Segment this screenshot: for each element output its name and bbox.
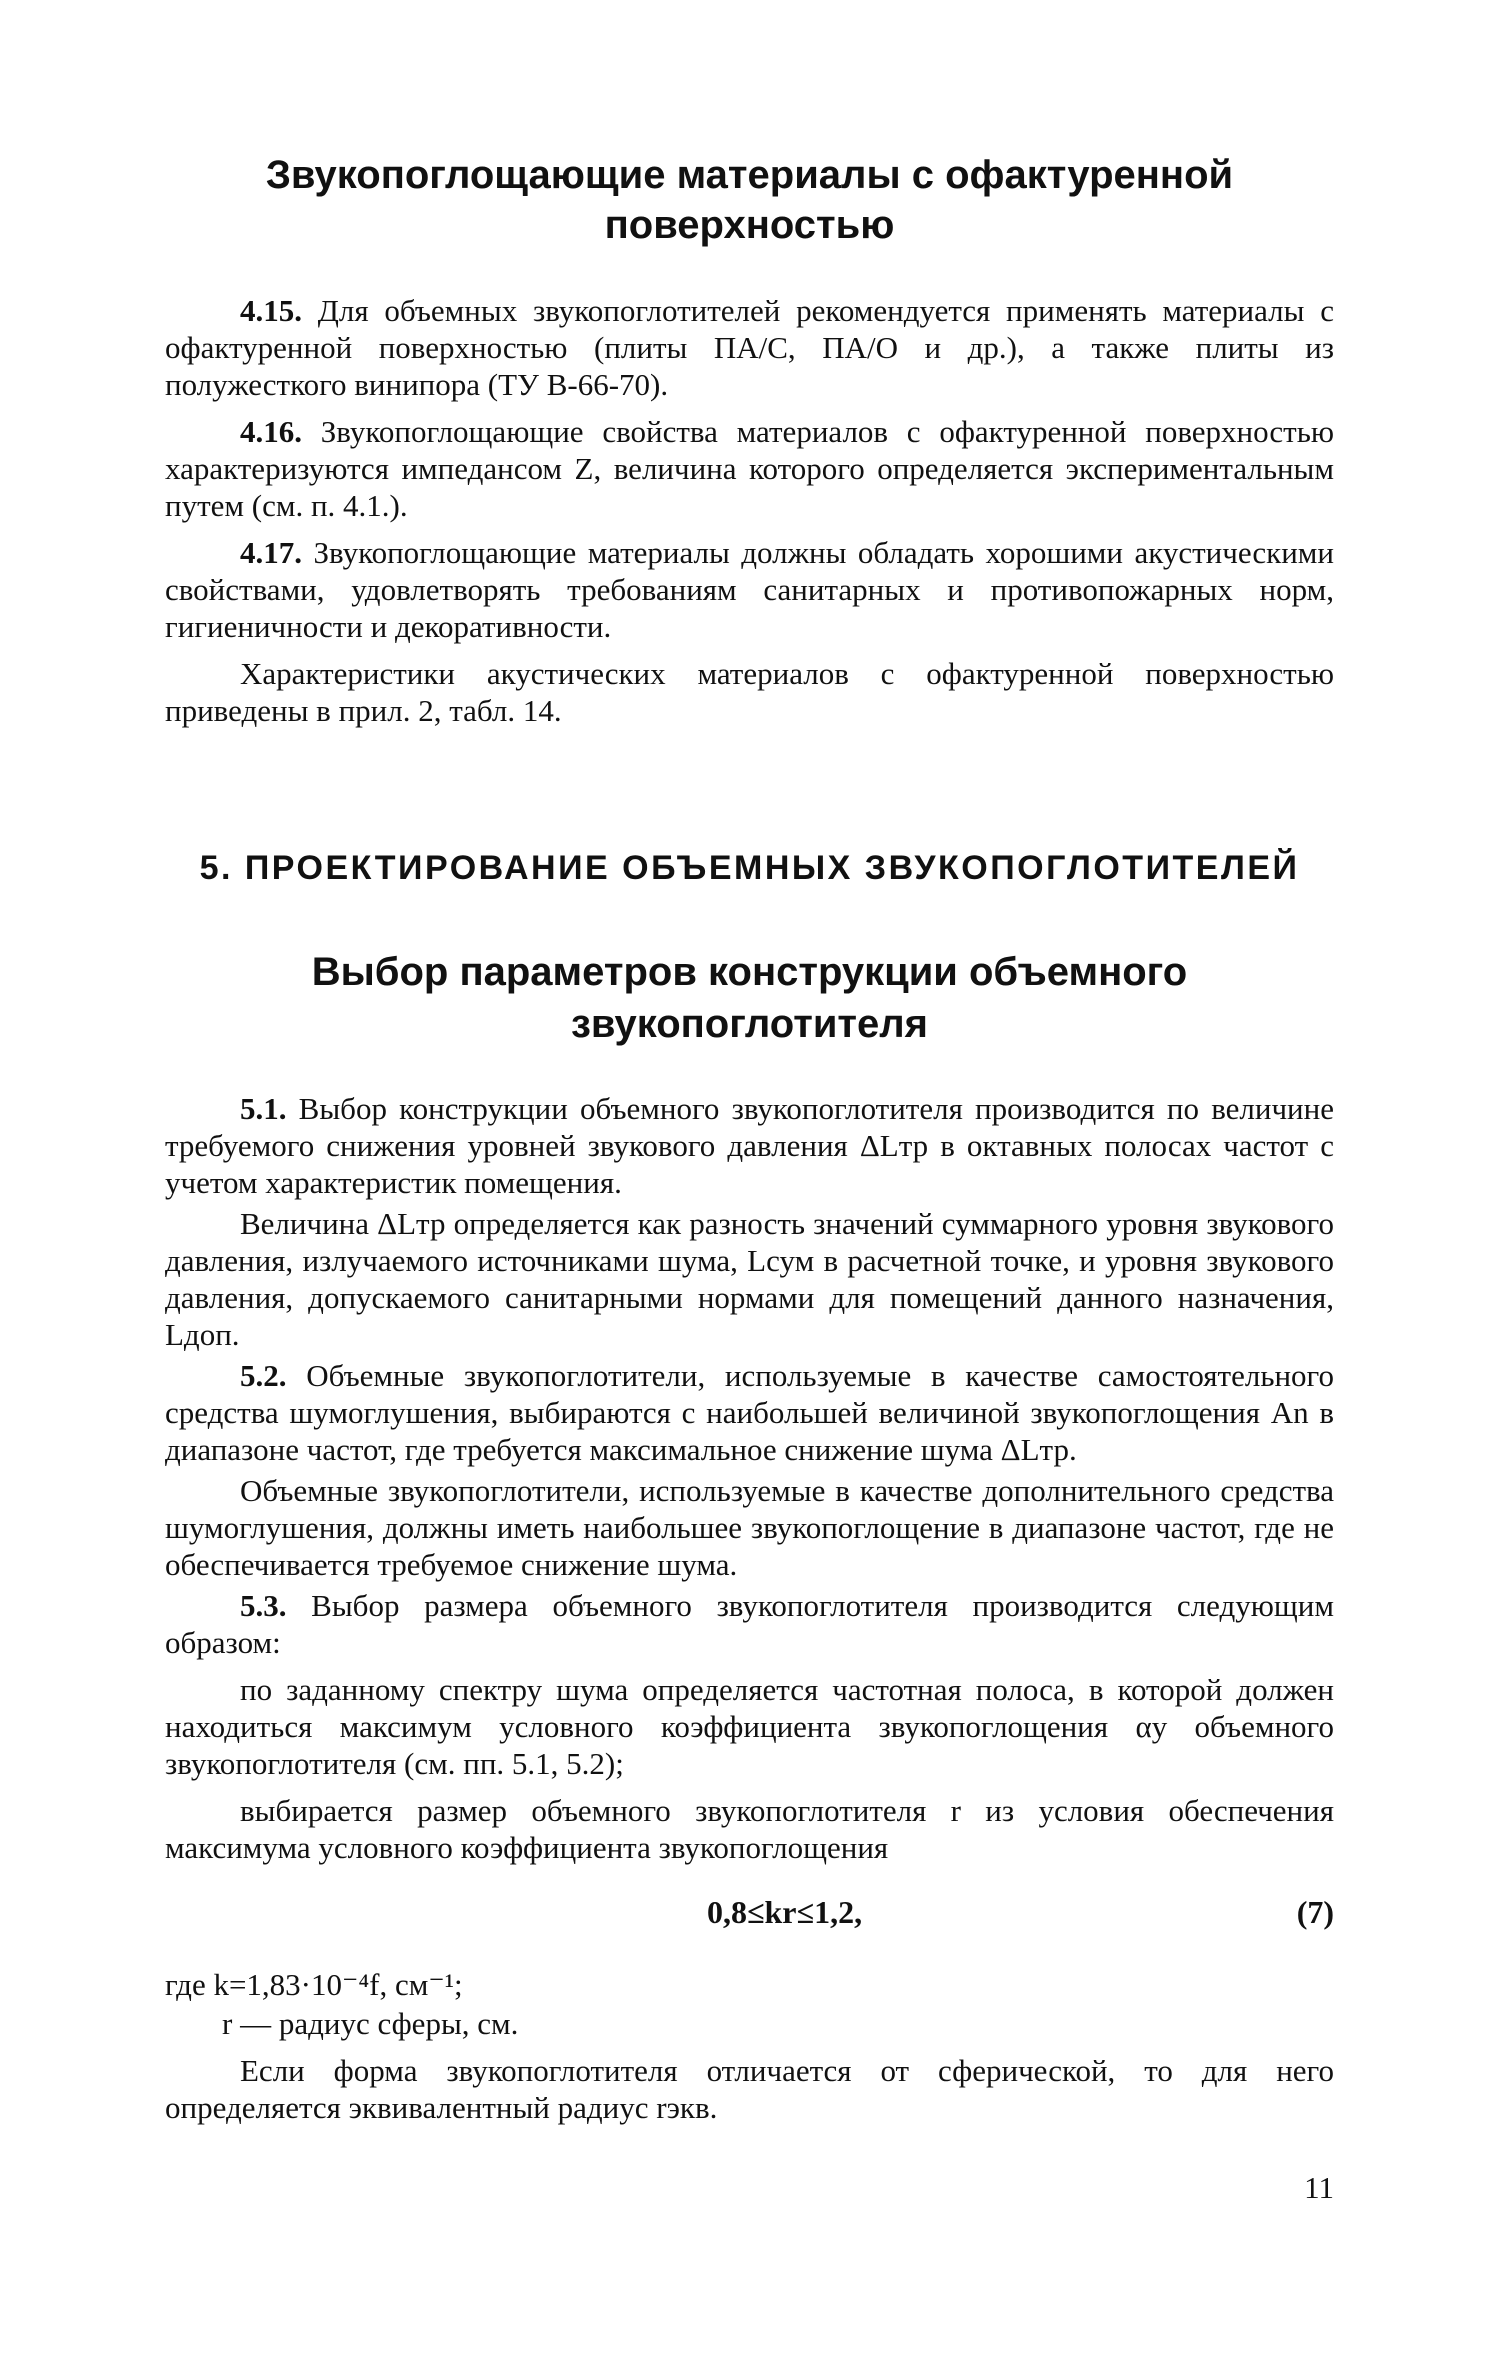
page-number: 11 bbox=[1304, 2170, 1334, 2205]
paragraph-5-1 bbox=[165, 1090, 1334, 1201]
paragraph-number: 5.3. bbox=[240, 1588, 287, 1623]
paragraph-text: Звукопоглощающие свойства материалов с офактуренной поверхностью характеризуются импедансом Z, величина которого определяется экспериментальным путем (см. п. 4.1.). bbox=[165, 414, 1335, 523]
where-line-r: r — радиус сферы, см. bbox=[222, 2006, 519, 2041]
paragraph-characteristics: Характеристики акустических материалов с офактуренной поверхностью приведены в прил. 2, табл. 14. bbox=[165, 656, 1334, 728]
paragraph-4-17 bbox=[165, 534, 1334, 645]
paragraph-4-15 bbox=[165, 292, 1334, 403]
chapter-title: 5. ПРОЕКТИРОВАНИЕ ОБЪЕМНЫХ ЗВУКОПОГЛОТИТЕЛЕЙ bbox=[199, 849, 1300, 887]
where-line-k: где k=1,83·10⁻⁴f, см⁻¹; bbox=[165, 1967, 463, 2002]
paragraph-text: Объемные звукопоглотители, используемые в качестве самостоятельного средства шумоглушения, выбираются с наибольшей величиной звукопоглощения Аn в диапазоне частот, где требуется максимальное снижение шума ΔLтр. bbox=[165, 1358, 1334, 1467]
paragraph-4-16 bbox=[165, 413, 1334, 524]
paragraph-text: Для объемных звукопоглотителей рекомендуется применять материалы с офактуренной поверхностью (плиты ПА/С, ПА/О и др.), а также плиты из полужесткого винипора (ТУ В-66-70). bbox=[165, 293, 1334, 402]
paragraph-number: 5.2. bbox=[240, 1358, 287, 1393]
sub-title: Выбор параметров конструкции объемного звукопоглотителя bbox=[311, 950, 1188, 1046]
formula: 0,8≤kr≤1,2, bbox=[706, 1894, 863, 1930]
formula-row bbox=[165, 1894, 1334, 1946]
paragraph-text: Выбор конструкции объемного звукопоглотителя производится по величине требуемого снижения уровней звукового давления ΔLтр в октавных полосах частот с учетом характеристик помещения. bbox=[165, 1091, 1334, 1200]
paragraph-size: выбирается размер объемного звукопоглотителя r из условия обеспечения максимума условного коэффициента звукопоглощения bbox=[165, 1793, 1334, 1865]
paragraph-5-3 bbox=[165, 1587, 1334, 1661]
paragraph-additional: Объемные звукопоглотители, используемые в качестве дополнительного средства шумоглушения, должны иметь наибольшее звукопоглощение в диапазоне частот, где не обеспечивается требуемое снижение шума. bbox=[165, 1473, 1334, 1582]
paragraph-text: Выбор размера объемного звукопоглотителя производится следующим образом: bbox=[165, 1588, 1335, 1660]
paragraph-number: 4.17. bbox=[240, 535, 302, 570]
paragraph-number: 4.15. bbox=[240, 293, 302, 328]
formula-number: (7) bbox=[1296, 1894, 1334, 1930]
section-title: Звукопоглощающие материалы с офактуренной поверхностью bbox=[265, 153, 1234, 247]
paragraph-delta-l: Величина ΔLтр определяется как разность значений суммарного уровня звукового давления, излучаемого источниками шума, Lсум в расчетной точке, и уровня звукового давления, допускаемого санитарными нормами для помещений данного назначения, Lдоп. bbox=[165, 1206, 1334, 1352]
paragraph-number: 4.16. bbox=[240, 414, 302, 449]
paragraph-5-2 bbox=[165, 1357, 1334, 1468]
paragraph-number: 5.1. bbox=[240, 1091, 287, 1126]
paragraph-equivalent-radius: Если форма звукопоглотителя отличается от сферической, то для него определяется эквивалентный радиус rэкв. bbox=[165, 2053, 1334, 2125]
paragraph-text: Звукопоглощающие материалы должны обладать хорошими акустическими свойствами, удовлетворять требованиям санитарных и противопожарных норм, гигиеничности и декоративности. bbox=[165, 535, 1334, 644]
paragraph-spectrum: по заданному спектру шума определяется частотная полоса, в которой должен находиться максимум условного коэффициента звукопоглощения αу объемного звукопоглотителя (см. пп. 5.1, 5.2); bbox=[165, 1672, 1334, 1781]
